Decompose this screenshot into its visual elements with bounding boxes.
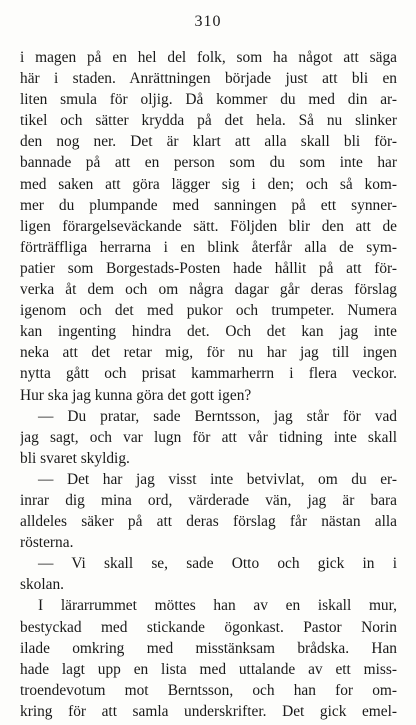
text-line: bannade på att en person som du som inte har xyxy=(20,154,397,172)
text-line: patier som Borgestads-Posten hade hållit på att för- xyxy=(20,259,397,277)
text-line: verka åt dem och om några dagar går deras förslag xyxy=(20,281,397,299)
text-line: skolan. xyxy=(20,576,65,594)
text-line: tikel och sätter krydda på det hela. Så nu slinker xyxy=(20,112,397,130)
text-line: troendevotum mot Berntsson, och han for om- xyxy=(20,681,397,699)
text-line: den nog ner. Det är klart att alla skall bli för- xyxy=(20,133,397,151)
text-line: kring för att samla underskrifter. Det gick emel- xyxy=(20,702,397,720)
text-line: — Du pratar, sade Berntsson, jag står för vad xyxy=(38,407,397,425)
text-line: I lärarrummet möttes han av en iskall mur, xyxy=(38,597,397,615)
text-line: här i staden. Anrättningen började just att bli en xyxy=(20,70,397,88)
text-line: rösterna. xyxy=(20,534,74,552)
text-line: med saken att göra lägger sig i den; och så kom- xyxy=(20,175,397,193)
text-line: — Det har jag visst inte betvivlat, om du er- xyxy=(38,470,397,488)
text-line: i magen på en hel del folk, som ha något att säga xyxy=(20,49,397,66)
text-line: nytta gått och prisat kammarherrn i flera veckor. xyxy=(20,365,397,383)
text-line: ilade omkring med misstänksam brådska. Han xyxy=(20,639,397,657)
text-line: ligen förargelseväckande sätt. Följden blir den att de xyxy=(20,217,397,235)
text-line: jag sagt, och var lugn för att vår tidning inte skall xyxy=(20,428,397,446)
body-text xyxy=(20,47,397,722)
text-line: — Vi skall se, sade Otto och gick in i xyxy=(38,555,397,573)
text-line: alldeles säker på att deras förslag får nästan alla xyxy=(20,513,397,531)
text-line: bli svaret skyldig. xyxy=(20,449,130,467)
text-line: bestyckad med stickande ögonkast. Pastor Norin xyxy=(20,618,397,636)
page-number: 310 xyxy=(194,13,222,30)
text-line: Hur ska jag kunna göra det gott igen? xyxy=(20,386,252,404)
text-line: hade lagt upp en lista med uttalande av ett miss- xyxy=(20,660,397,678)
text-line: liten smula för oljig. Då kommer du med din ar- xyxy=(20,91,397,109)
text-line: förträffliga herrarna i en blink återfår alla de sym- xyxy=(20,238,397,256)
text-line: kan ingenting hindra det. Och det kan jag inte xyxy=(20,323,397,341)
text-line: neka att det retar mig, för nu har jag till ingen xyxy=(20,344,397,362)
text-line: igenom och det med pukor och trumpeter. Numera xyxy=(20,302,397,320)
text-line: inrar dig mina ord, värderade vän, jag är bara xyxy=(20,491,397,509)
text-line: mer du plumpande med sanningen på ett synner- xyxy=(20,196,397,214)
